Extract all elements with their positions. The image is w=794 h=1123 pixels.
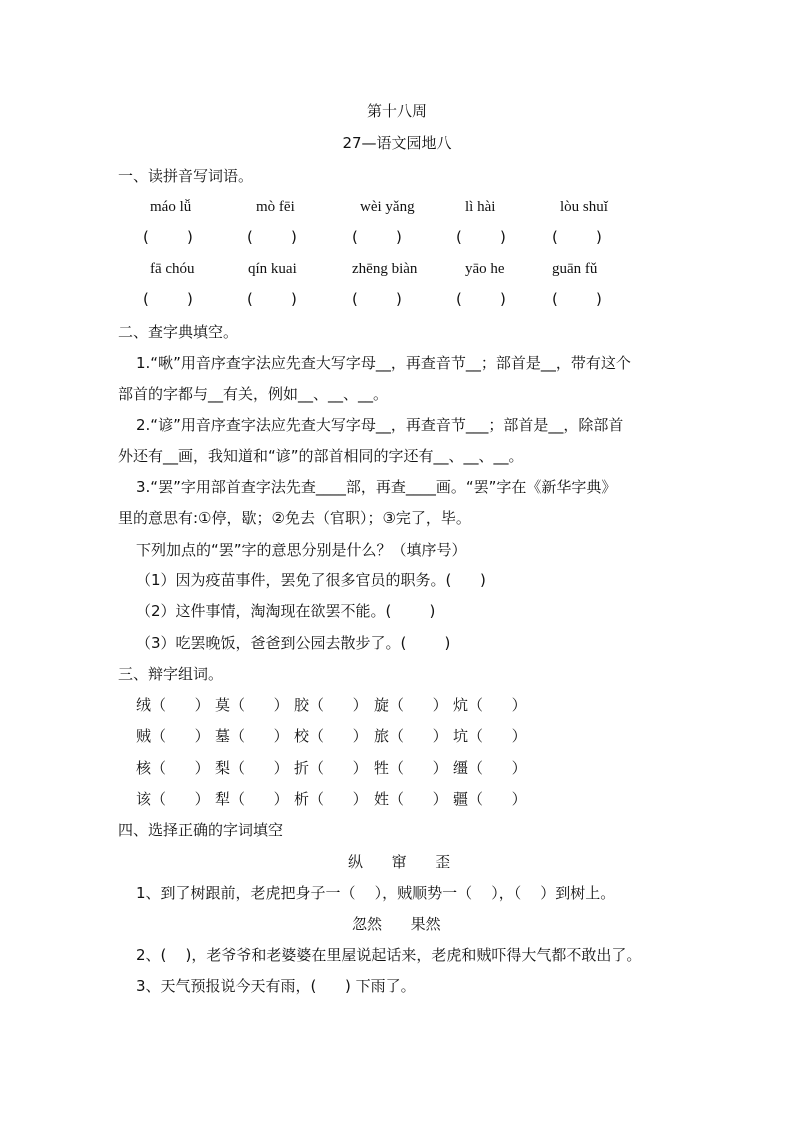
pinyin-8: zhēng biàn [352,261,418,277]
word-choices-1: 纵 窜 歪 [348,853,451,871]
char: 牲 [374,759,390,777]
answer-blank[interactable]: ( ) [552,290,602,308]
sub-item-1: （1）因为疫苗事件，罢免了很多官员的职务。( ) [136,571,486,589]
char: 犁 [215,790,231,808]
word-blank[interactable]: （ ） [468,759,527,777]
lesson-title: 27—语文园地八 [342,134,452,152]
word-choices-2: 忽然 果然 [352,915,441,933]
sub-item-2: （2）这件事情，淘淘现在欲罢不能。( ) [136,602,436,620]
word-blank[interactable]: （ ） [151,727,210,745]
section-4-title: 四、选择正确的字词填空 [118,821,284,839]
char: 莫 [215,696,231,714]
char: 梨 [215,759,231,777]
pinyin-6: fā chóu [150,261,195,277]
answer-blank[interactable]: ( ) [352,290,402,308]
char: 旋 [374,696,390,714]
q3-line1: 3.“罢”字用部首查字法先查____部，再查____画。“罢”字在《新华字典》 [136,478,617,496]
word-blank[interactable]: （ ） [389,696,448,714]
answer-blank[interactable]: ( ) [456,290,506,308]
q1-line2: 部首的字都与__有关，例如__、__、__。 [118,385,389,403]
word-blank[interactable]: （ ） [230,790,289,808]
answer-blank[interactable]: ( ) [247,228,297,246]
char: 折 [294,759,310,777]
word-blank[interactable]: （ ） [309,696,368,714]
pinyin-3: wèi yǎng [360,199,415,215]
q2-line2: 外还有__画，我知道和“谚”的部首相同的字还有__、__、__。 [118,447,524,465]
pinyin-10: guān fǔ [552,261,598,277]
answer-blank[interactable]: ( ) [352,228,402,246]
char: 胶 [294,696,310,714]
char: 炕 [453,696,469,714]
section-3-title: 三、辩字组词。 [118,665,224,683]
word-blank[interactable]: （ ） [151,790,210,808]
word-blank[interactable]: （ ） [389,727,448,745]
word-blank[interactable]: （ ） [468,727,527,745]
q2-line1: 2.“谚”用音序查字法应先查大写字母__，再查音节___；部首是__，除部首 [136,416,624,434]
word-blank[interactable]: （ ） [389,790,448,808]
word-blank[interactable]: （ ） [468,790,527,808]
char: 核 [136,759,152,777]
word-blank[interactable]: （ ） [309,790,368,808]
char: 析 [294,790,310,808]
section-2-title: 二、查字典填空。 [118,323,239,341]
char: 该 [136,790,152,808]
word-blank[interactable]: （ ） [309,759,368,777]
answer-blank[interactable]: ( ) [143,290,193,308]
pinyin-1: máo lǚ [150,199,192,215]
word-blank[interactable]: （ ） [389,759,448,777]
pinyin-2: mò fēi [256,199,295,215]
word-blank[interactable]: （ ） [151,759,210,777]
char: 缰 [453,759,469,777]
pinyin-9: yāo he [465,261,505,277]
char: 疆 [453,790,469,808]
page-title: 第十八周 [366,102,427,120]
fill-q1: 1、到了树跟前，老虎把身子一（ ），贼顺势一（ ），（ ）到树上。 [136,884,616,902]
sub-prompt: 下列加点的“罢”字的意思分别是什么？（填序号） [136,541,467,559]
word-blank[interactable]: （ ） [468,696,527,714]
char: 校 [294,727,310,745]
answer-blank[interactable]: ( ) [456,228,506,246]
char: 墓 [215,727,231,745]
q1-line1: 1.“啾”用音序查字法应先查大写字母__，再查音节__；部首是__，带有这个 [136,354,631,372]
section-1-title: 一、读拼音写词语。 [118,167,254,185]
pinyin-7: qín kuai [248,261,297,277]
answer-blank[interactable]: ( ) [247,290,297,308]
word-blank[interactable]: （ ） [230,696,289,714]
char: 旅 [374,727,390,745]
char: 贼 [136,727,152,745]
pinyin-5: lòu shuǐ [560,199,608,215]
sub-item-3: （3）吃罢晚饭，爸爸到公园去散步了。( ) [136,634,451,652]
word-blank[interactable]: （ ） [309,727,368,745]
char: 绒 [136,696,152,714]
fill-q3: 3、天气预报说今天有雨，( ) 下雨了。 [136,977,416,995]
word-blank[interactable]: （ ） [230,759,289,777]
pinyin-4: lì hài [465,199,496,215]
answer-blank[interactable]: ( ) [552,228,602,246]
word-blank[interactable]: （ ） [230,727,289,745]
fill-q2: 2、( )，老爷爷和老婆婆在里屋说起话来，老虎和贼吓得大气都不敢出了。 [136,946,642,964]
char: 坑 [453,727,469,745]
q3-line2: 里的意思有:①停，歇；②免去（官职）；③完了，毕。 [118,509,471,527]
word-blank[interactable]: （ ） [151,696,210,714]
answer-blank[interactable]: ( ) [143,228,193,246]
char: 姓 [374,790,390,808]
